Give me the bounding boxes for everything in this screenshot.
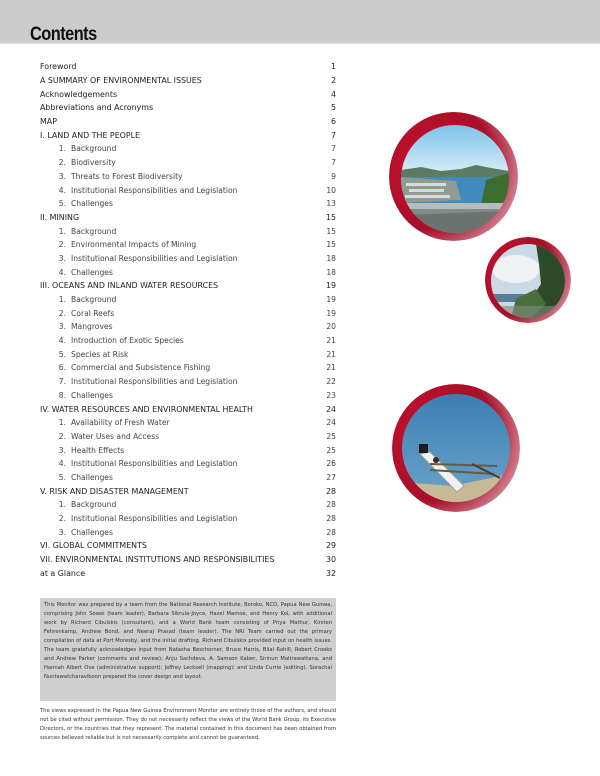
- toc-page-number: 24: [325, 404, 336, 414]
- toc-entry-label: V. RISK AND DISASTER MANAGEMENT: [40, 486, 189, 496]
- toc-page-number: 19: [325, 281, 336, 291]
- toc-entry-label: [40, 322, 113, 331]
- harbor-town-photo: [389, 112, 518, 241]
- toc-entry-label: [40, 391, 113, 400]
- toc-entry-text: Threats to Forest Biodiversity: [71, 171, 183, 181]
- toc-page-number: 30: [325, 555, 336, 565]
- toc-page-number: 25: [326, 445, 336, 455]
- toc-entry-text: Institutional Responsibilities and Legislation: [71, 185, 238, 195]
- toc-entry-text: Availability of Fresh Water: [71, 418, 170, 428]
- toc-entry-label: MAP: [40, 117, 57, 127]
- toc-page-number: 28: [326, 527, 336, 537]
- toc-subsection-row[interactable]: [40, 389, 336, 403]
- toc-page-number: 19: [326, 295, 336, 305]
- toc-subsection-row[interactable]: [40, 430, 336, 444]
- toc-entry-text: Background: [71, 500, 117, 510]
- toc-section-row[interactable]: [40, 128, 336, 142]
- toc-entry-label: [40, 377, 237, 386]
- toc-entry-number: 8.: [58, 390, 66, 400]
- toc-subsection-row[interactable]: [40, 443, 336, 457]
- toc-entry-label: Acknowledgements: [40, 89, 118, 99]
- toc-page-number: 7: [331, 158, 336, 168]
- toc-entry-label: [40, 350, 128, 359]
- toc-subsection-row[interactable]: [40, 416, 336, 430]
- toc-entry-number: 1.: [58, 226, 66, 236]
- toc-entry-text: Environmental Impacts of Mining: [71, 240, 197, 250]
- toc-entry-number: 7.: [58, 377, 66, 387]
- toc-entry-label: VII. ENVIRONMENTAL INSTITUTIONS AND RESPONSIBILITIES: [40, 555, 275, 565]
- toc-entry-label: [40, 309, 114, 318]
- toc-section-row[interactable]: [40, 539, 336, 553]
- toc-page-number: 15: [325, 212, 336, 222]
- toc-page-number: 1: [330, 62, 336, 72]
- toc-entry-text: Background: [71, 226, 117, 236]
- toc-entry-text: Institutional Responsibilities and Legislation: [71, 459, 238, 469]
- toc-page-number: 23: [326, 390, 336, 400]
- toc-subsection-row[interactable]: [40, 265, 336, 279]
- toc-page-number: 13: [326, 199, 336, 209]
- toc-entry-label: [40, 254, 237, 263]
- toc-entry-text: Water Uses and Access: [71, 431, 160, 441]
- toc-section-row[interactable]: [40, 60, 336, 74]
- toc-section-row[interactable]: [40, 484, 336, 498]
- toc-entry-label: VI. GLOBAL COMMITMENTS: [40, 541, 147, 551]
- toc-entry-number: 5.: [58, 349, 66, 359]
- toc-subsection-row[interactable]: [40, 525, 336, 539]
- toc-page-number: 24: [326, 418, 336, 428]
- page-title: Contents: [30, 24, 97, 45]
- toc-entry-label: [40, 144, 116, 153]
- toc-entry-text: Challenges: [71, 527, 113, 537]
- toc-entry-text: Institutional Responsibilities and Legislation: [71, 377, 238, 387]
- toc-page-number: 20: [326, 322, 336, 332]
- toc-page-number: 7: [331, 144, 336, 154]
- toc-entry-text: Institutional Responsibilities and Legislation: [71, 514, 238, 524]
- toc-entry-label: Foreword: [40, 62, 77, 72]
- toc-subsection-row[interactable]: [40, 347, 336, 361]
- toc-entry-label: Abbreviations and Acronyms: [40, 103, 154, 113]
- toc-section-row[interactable]: [40, 566, 336, 580]
- toc-entry-number: 6.: [58, 363, 66, 373]
- toc-entry-label: [40, 158, 116, 167]
- toc-entry-label: IV. WATER RESOURCES AND ENVIRONMENTAL HEALTH: [40, 404, 253, 414]
- toc-entry-number: 3.: [58, 527, 66, 537]
- toc-subsection-row[interactable]: [40, 320, 336, 334]
- toc-subsection-row[interactable]: [40, 197, 336, 211]
- toc-subsection-row[interactable]: [40, 306, 336, 320]
- outrigger-canoe-photo: [392, 384, 520, 512]
- toc-page-number: 19: [326, 308, 336, 318]
- toc-entry-number: 5.: [58, 472, 66, 482]
- toc-entry-label: [40, 336, 184, 345]
- toc-subsection-row[interactable]: [40, 142, 336, 156]
- toc-entry-text: Coral Reefs: [71, 308, 115, 318]
- toc-subsection-row[interactable]: [40, 361, 336, 375]
- toc-entry-label: [40, 199, 113, 208]
- toc-subsection-row[interactable]: [40, 293, 336, 307]
- toc-page-number: 28: [325, 486, 336, 496]
- toc-section-row[interactable]: [40, 87, 336, 101]
- toc-page-number: 2: [330, 76, 336, 86]
- toc-entry-text: Institutional Responsibilities and Legislation: [71, 253, 238, 263]
- toc-subsection-row[interactable]: [40, 252, 336, 266]
- toc-entry-number: 1.: [58, 418, 66, 428]
- toc-entry-label: [40, 227, 116, 236]
- toc-entry-number: 5.: [58, 199, 66, 209]
- toc-entry-text: Background: [71, 144, 117, 154]
- toc-entry-number: 2.: [58, 158, 66, 168]
- toc-page-number: 25: [326, 431, 336, 441]
- outrigger-canoe-image: [402, 394, 510, 502]
- toc-subsection-row[interactable]: [40, 156, 336, 170]
- toc-entry-text: Commercial and Subsistence Fishing: [71, 363, 211, 373]
- toc-subsection-row[interactable]: [40, 334, 336, 348]
- toc-entry-label: [40, 500, 116, 509]
- toc-subsection-row[interactable]: [40, 170, 336, 184]
- toc-section-row[interactable]: [40, 115, 336, 129]
- toc-entry-number: 1.: [58, 295, 66, 305]
- toc-page-number: 27: [326, 472, 336, 482]
- toc-entry-number: 4.: [58, 267, 66, 277]
- credits-box: This Monitor was prepared by a team from the National Research Institute, Boroko, NCD, Papua New Guinea, comprising John Sowei (team leader), Barbara Sikrula-Joyce, Hazel Mamoe, and Henry Kol, with additional work by Richard Cibulskis (consultant), and a World Bank team consisting of Priya Mathur, Kirsten Fehrenkamp, Andrew Bond, and Neeraj Prasad (team leader). The NRI Team carried out the primary compilation of data at Port Moresby, and the initial drafting. Richard Cibulskis provided input on health issues. The team gratefully acknowledges input from Natasha Beschorner, Bruce Harris, Bilal Rahill, Robert Crooks and Andrew Parker (comments and review); Anju Sachdeva, A. Samson Kaber, Sirinun Maltrawattana, and Hannah Albert Ove (administrative support); Jeffrey Lecksell (mapping); and Linda Currie (editing). Sorachai Nuntawatcharaviboon prepared the cover design and layout.: [40, 598, 336, 701]
- toc-entry-label: [40, 446, 124, 455]
- toc-entry-text: Introduction of Exotic Species: [71, 336, 184, 346]
- toc-section-row[interactable]: [40, 211, 336, 225]
- toc-entry-text: Species at Risk: [71, 349, 129, 359]
- toc-entry-number: 2.: [58, 240, 66, 250]
- toc-entry-label: A SUMMARY OF ENVIRONMENTAL ISSUES: [40, 76, 202, 86]
- toc-entry-text: Challenges: [71, 390, 113, 400]
- toc-page-number: 22: [326, 377, 336, 387]
- toc-section-row[interactable]: [40, 553, 336, 567]
- toc-page-number: 32: [325, 568, 336, 578]
- toc-entry-number: 3.: [58, 322, 66, 332]
- toc-entry-number: 1.: [58, 144, 66, 154]
- toc-entry-number: 2.: [58, 308, 66, 318]
- toc-entry-label: [40, 240, 196, 249]
- toc-page-number: 18: [326, 253, 336, 263]
- toc-subsection-row[interactable]: [40, 183, 336, 197]
- toc-page-number: 29: [325, 541, 336, 551]
- table-of-contents: [40, 60, 336, 580]
- toc-entry-text: Mangroves: [71, 322, 113, 332]
- toc-entry-number: 4.: [58, 336, 66, 346]
- toc-page-number: 10: [326, 185, 336, 195]
- toc-page-number: 18: [326, 267, 336, 277]
- toc-page-number: 4: [330, 89, 336, 99]
- toc-subsection-row[interactable]: [40, 498, 336, 512]
- toc-subsection-row[interactable]: [40, 471, 336, 485]
- toc-page-number: 28: [326, 514, 336, 524]
- toc-section-row[interactable]: [40, 279, 336, 293]
- toc-entry-number: 4.: [58, 185, 66, 195]
- toc-entry-text: Challenges: [71, 267, 113, 277]
- toc-entry-text: Biodiversity: [71, 158, 116, 168]
- toc-entry-label: [40, 295, 116, 304]
- toc-page-number: 21: [326, 349, 336, 359]
- toc-entry-label: [40, 172, 183, 181]
- toc-entry-number: 3.: [58, 171, 66, 181]
- toc-entry-number: 1.: [58, 500, 66, 510]
- toc-entry-label: [40, 268, 113, 277]
- toc-entry-text: Background: [71, 295, 117, 305]
- toc-entry-label: [40, 528, 113, 537]
- toc-entry-label: [40, 514, 237, 523]
- toc-entry-number: 2.: [58, 431, 66, 441]
- toc-entry-label: I. LAND AND THE PEOPLE: [40, 130, 141, 140]
- toc-entry-number: 3.: [58, 253, 66, 263]
- toc-subsection-row[interactable]: [40, 238, 336, 252]
- toc-entry-label: III. OCEANS AND INLAND WATER RESOURCES: [40, 281, 219, 291]
- toc-entry-label: [40, 363, 210, 372]
- toc-entry-label: [40, 186, 237, 195]
- toc-section-row[interactable]: [40, 402, 336, 416]
- toc-section-row[interactable]: [40, 74, 336, 88]
- toc-entry-label: [40, 473, 113, 482]
- toc-subsection-row[interactable]: [40, 512, 336, 526]
- toc-entry-label: at a Glance: [40, 568, 86, 578]
- toc-page-number: 15: [326, 240, 336, 250]
- toc-subsection-row[interactable]: [40, 375, 336, 389]
- coastal-tree-photo: [485, 237, 571, 323]
- toc-page-number: 26: [326, 459, 336, 469]
- coastal-tree-image: [491, 244, 565, 318]
- toc-entry-label: [40, 459, 237, 468]
- toc-entry-number: 2.: [58, 514, 66, 524]
- toc-entry-number: 4.: [58, 459, 66, 469]
- toc-subsection-row[interactable]: [40, 457, 336, 471]
- toc-page-number: 9: [331, 171, 336, 181]
- toc-page-number: 21: [326, 336, 336, 346]
- toc-page-number: 15: [326, 226, 336, 236]
- toc-page-number: 28: [326, 500, 336, 510]
- toc-page-number: 6: [330, 117, 336, 127]
- toc-entry-label: II. MINING: [40, 212, 80, 222]
- toc-entry-text: Challenges: [71, 199, 113, 209]
- toc-page-number: 21: [326, 363, 336, 373]
- toc-entry-label: [40, 432, 159, 441]
- toc-entry-text: Health Effects: [71, 445, 125, 455]
- toc-page-number: 5: [330, 103, 336, 113]
- toc-section-row[interactable]: [40, 101, 336, 115]
- toc-entry-label: [40, 418, 170, 427]
- toc-subsection-row[interactable]: [40, 224, 336, 238]
- toc-entry-number: 3.: [58, 445, 66, 455]
- toc-entry-text: Challenges: [71, 472, 113, 482]
- harbor-town-image: [401, 125, 509, 233]
- toc-page-number: 7: [330, 130, 336, 140]
- disclaimer-text: The views expressed in the Papua New Guinea Environment Monitor are entirely those of the authors, and should not be cited without permission. They do not necessarily reflect the views of the World Bank Group, its Executive Directors, or the countries that they represent. The material contained in this document has been obtained from sources believed reliable but is not necessarily complete and cannot be guaranteed.: [40, 708, 336, 742]
